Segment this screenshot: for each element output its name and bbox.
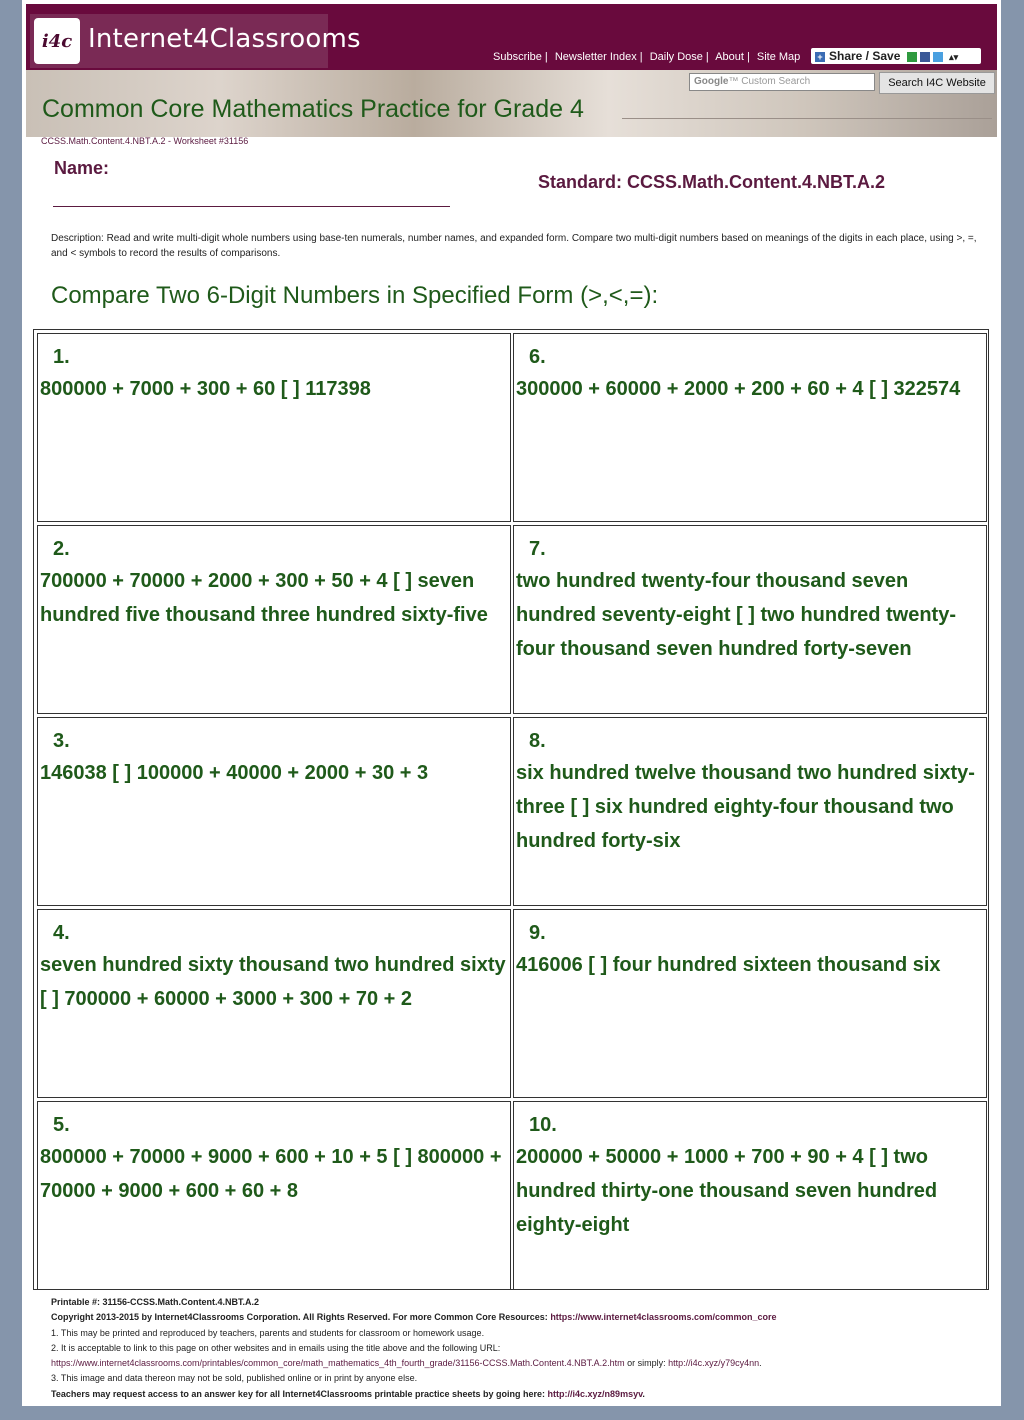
facebook-icon (920, 52, 930, 62)
footer: Printable #: 31156-CCSS.Math.Content.4.NBT.A.2 Copyright 2013-2015 by Internet4Classrooms Corporation. All Rights Reserved. For more Common Core Resources: https://www.internet4classrooms.com/common_core 1. This may be printed and reproduced by teachers, parents and students for classroom or homework usage. 2. It is acceptable to link to this page on other websites and in emails using the title above and the following URL: https://www.internet4classrooms.com/printables/common_core/math_mathematics_4th_fourth_grade/31156-CCSS.Math.Content.4.NBT.A.2.htm or simply: http://i4c.xyz/y79cy4nn. 3. This image and data thereon may not be sold, published online or in print by anyone else. Teachers may request access to an answer key for all Internet4Classrooms printable practice sheets by going here: http://i4c.xyz/n89msyv. (51, 1295, 996, 1402)
search-placeholder: Custom Search (741, 76, 811, 87)
answer-key-link[interactable]: http://i4c.xyz/n89msyv (547, 1388, 643, 1399)
share-plus-icon: + (815, 52, 825, 62)
question-cell (37, 525, 511, 714)
twitter-icon (933, 52, 943, 62)
share-label: Share / Save (829, 49, 901, 63)
short-url-link[interactable]: http://i4c.xyz/y79cy4nn (668, 1358, 760, 1369)
note-3: 3. This image and data thereon may not be sold, published online or in print by anyone else. (51, 1373, 418, 1384)
description: Description: Read and write multi-digit whole numbers using base-ten numerals, number names, and expanded form. Compare two multi-digit numbers based on meanings of the digits in each place, using >, =, and < symbols to record the results of comparisons. (51, 233, 977, 259)
question-cell (37, 909, 511, 1098)
note-2-mid: or simply: (624, 1358, 669, 1369)
printable-number: Printable #: 31156-CCSS.Math.Content.4.NBT.A.2 (51, 1297, 260, 1307)
question-number: 4. (53, 922, 70, 944)
share-email-icon (907, 52, 917, 62)
copyright: Copyright 2013-2015 by Internet4Classrooms Corporation. All Rights Reserved. For more Common Core Resources: (51, 1312, 548, 1323)
title-divider (622, 118, 992, 119)
common-core-link[interactable]: https://www.internet4classrooms.com/common_core (550, 1312, 777, 1323)
question-number: 6. (529, 346, 546, 368)
question-text: six hundred twelve thousand two hundred sixty-three [ ] six hundred eighty-four thousand two hundred forty-six (516, 762, 975, 852)
question-cell (513, 1101, 987, 1290)
logo-badge-text: i4c (41, 30, 73, 52)
question-cell (37, 1101, 511, 1290)
question-text: two hundred twenty-four thousand seven hundred seventy-eight [ ] two hundred twenty-four thousand seven hundred forty-seven (516, 570, 956, 660)
question-text: 800000 + 70000 + 9000 + 600 + 10 + 5 [ ] 800000 + 70000 + 9000 + 600 + 60 + 8 (40, 1146, 502, 1202)
question-number: 10. (529, 1114, 557, 1136)
share-save-button[interactable] (811, 48, 981, 64)
question-cell (37, 333, 511, 522)
note-2: 2. It is acceptable to link to this page on other websites and in emails using the title above and the following URL: (51, 1342, 501, 1353)
page-title: Common Core Mathematics Practice for Grade 4 (42, 95, 584, 123)
question-cell (513, 525, 987, 714)
worksheet-url-link[interactable]: https://www.internet4classrooms.com/printables/common_core/math_mathematics_4th_fourth_grade/31156-CCSS.Math.Content.4.NBT.A.2.htm (51, 1358, 625, 1369)
question-text: 300000 + 60000 + 2000 + 200 + 60 + 4 [ ] 322574 (516, 378, 961, 400)
worksheet-subtitle: Compare Two 6-Digit Numbers in Specified Form (>,<,=): (51, 282, 659, 309)
question-text: 146038 [ ] 100000 + 40000 + 2000 + 30 + 3 (40, 762, 429, 784)
nav-site-map[interactable]: Site Map (756, 51, 801, 63)
question-cell (37, 717, 511, 906)
question-cell (513, 333, 987, 522)
site-header (26, 4, 997, 70)
nav-about[interactable]: About (715, 51, 744, 63)
name-line (53, 206, 450, 207)
question-grid (33, 329, 989, 1290)
nav-newsletter-index[interactable]: Newsletter Index (554, 51, 637, 63)
question-text: 200000 + 50000 + 1000 + 700 + 90 + 4 [ ] two hundred thirty-one thousand seven hundred eighty-eight (516, 1146, 938, 1236)
question-number: 1. (53, 346, 70, 368)
question-text: 800000 + 7000 + 300 + 60 [ ] 117398 (40, 378, 371, 400)
site-logo[interactable] (30, 14, 361, 68)
question-cell (513, 717, 987, 906)
note-1: 1. This may be printed and reproduced by teachers, parents and students for classroom or homework usage. (51, 1327, 485, 1338)
google-logo: Google (694, 76, 729, 87)
share-dropdown-icon: ▴▾ (949, 52, 959, 62)
question-number: 3. (53, 730, 70, 752)
nav-daily-dose[interactable]: Daily Dose (649, 51, 703, 63)
question-number: 8. (529, 730, 546, 752)
breadcrumb: CCSS.Math.Content.4.NBT.A.2 - Worksheet #31156 (41, 136, 249, 146)
nav-subscribe[interactable]: Subscribe (493, 51, 542, 63)
page (22, 0, 1001, 1406)
logo-text: Internet4Classrooms (88, 24, 361, 54)
question-text: 700000 + 70000 + 2000 + 300 + 50 + 4 [ ] seven hundred five thousand three hundred sixty-five (40, 570, 488, 626)
name-label: Name: (54, 158, 110, 178)
question-number: 2. (53, 538, 70, 560)
search-input[interactable]: Google™ Custom Search (689, 73, 875, 91)
answer-key-text: Teachers may request access to an answer key for all Internet4Classrooms printable practice sheets by going here: (51, 1388, 546, 1399)
question-cell (513, 909, 987, 1098)
question-number: 5. (53, 1114, 70, 1136)
question-text: 416006 [ ] four hundred sixteen thousand six (516, 954, 941, 976)
top-nav: Subscribe | Newsletter Index | Daily Dose | About | Site Map (493, 51, 801, 63)
question-number: 9. (529, 922, 546, 944)
search-button[interactable]: Search I4C Website (879, 72, 995, 94)
question-number: 7. (529, 538, 546, 560)
logo-badge-icon (34, 18, 80, 64)
question-text: seven hundred sixty thousand two hundred sixty [ ] 700000 + 60000 + 3000 + 300 + 70 + 2 (40, 954, 506, 1010)
standard-label: Standard: CCSS.Math.Content.4.NBT.A.2 (538, 172, 886, 192)
